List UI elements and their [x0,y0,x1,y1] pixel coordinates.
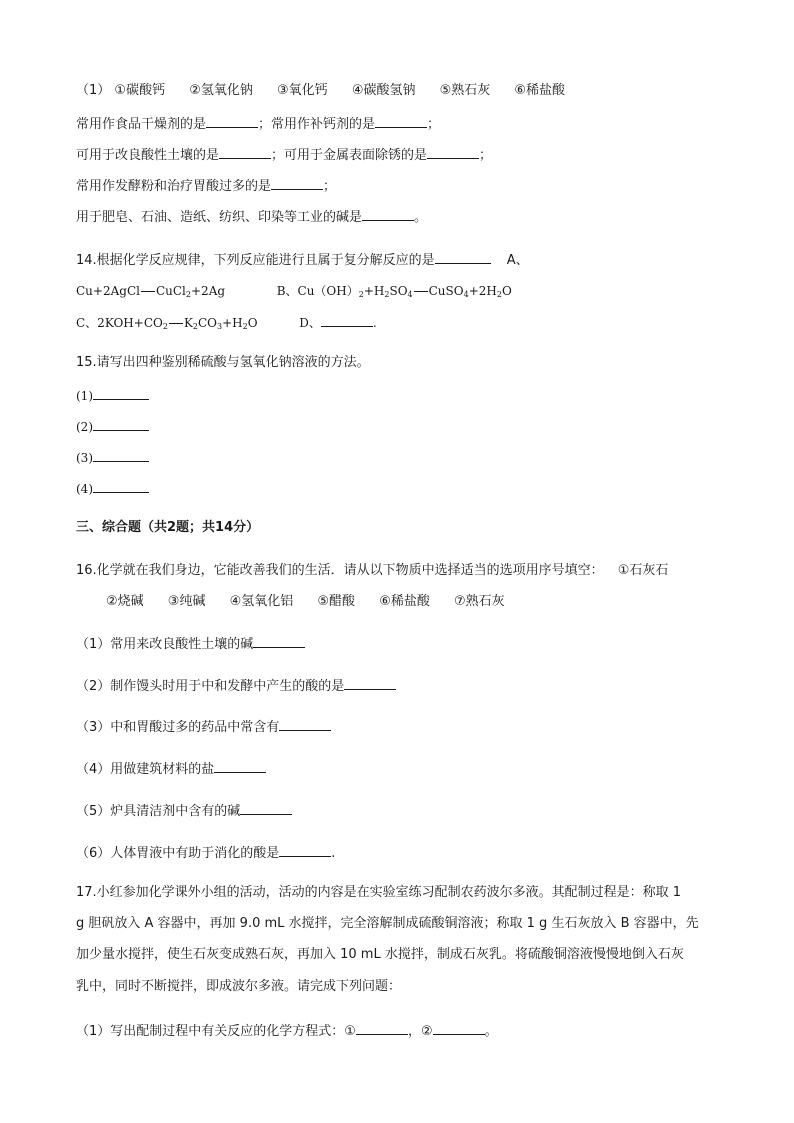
reaction-arrow-icon [169,323,183,324]
q14-c-part: CO [198,316,218,330]
q13-line-3 [76,176,336,196]
q14-stem [76,250,529,270]
q14-line-3 [76,313,377,332]
q15-item-3 [76,448,149,467]
q13-line4-end: 。 [414,210,428,225]
answer-blank[interactable] [206,114,258,128]
q17-text: 加少量水搅拌，使生石灰变成熟石灰，再加入 10 mL 水搅拌，制成石灰乳。将硫酸铜溶液慢慢地倒入石灰 [76,947,684,962]
q14-c-part: K [183,316,193,330]
answer-blank[interactable] [93,417,149,431]
q13-line2-text-a: 可用于改良酸性土壤的是 [76,148,220,163]
q16-stem-text: 16.化学就在我们身边，它能改善我们的生活．请从以下物质中选择适当的选项用序号填空： [76,563,604,578]
answer-blank[interactable] [427,145,479,159]
q16-option-1: ①石灰石 [617,563,669,578]
q17-part1-end: 。 [484,1024,498,1039]
q16-part-2 [76,676,396,696]
subscript: 4 [463,290,469,299]
q14-a-formula-left: Cu+2AgCl [76,284,140,298]
answer-blank[interactable] [375,114,427,128]
q16-part-text: （4）用做建筑材料的盐 [76,762,215,777]
q14-b-part: SO [389,284,408,298]
q16-part-1 [76,634,305,654]
section-title-text: 三、综合题（共2题；共14分） [76,520,260,535]
option-5: ⑤熟石灰 [439,83,491,98]
q13-line3-text: 常用作发酵粉和治疗胃酸过多的是 [76,179,272,194]
q16-options-line [106,593,525,611]
subscript: 2 [496,290,502,299]
q16-part-text: （1）常用来改良酸性土壤的碱 [76,637,254,652]
q16-part-text: （5）炉具清洁剂中含有的碱 [76,804,241,819]
q14-b-part: +H [363,284,385,298]
answer-blank[interactable] [356,1021,408,1035]
q13-line-2 [76,145,492,165]
q16-part-end: . [331,846,336,861]
q16-part-text: （3）中和胃酸过多的药品中常含有 [76,720,280,735]
q15-item-1 [76,386,149,405]
q14-b-part: +2H [468,284,497,298]
q15-item-2 [76,417,149,436]
answer-blank[interactable] [279,717,331,731]
answer-blank[interactable] [279,843,331,857]
subscript: 2 [358,290,364,299]
q13-line1-text-a: 常用作食品干燥剂的是 [76,117,207,132]
q17-line-1 [76,884,681,902]
answer-blank[interactable] [344,676,396,690]
q16-option-3: ③纯碱 [167,594,206,609]
q16-option-7: ⑦熟石灰 [453,594,505,609]
q16-part-3 [76,717,331,737]
q13-part-number: （1） [76,83,111,98]
q14-c-label: C、2KOH+CO [76,316,163,330]
q13-line1-text-b: ；常用作补钙剂的是 [258,117,376,132]
answer-blank[interactable] [271,176,323,190]
answer-blank[interactable] [433,1021,485,1035]
answer-blank[interactable] [93,386,149,400]
q15-item-number: (1) [76,389,93,403]
q13-options-line [76,82,585,100]
subscript: 4 [407,290,413,299]
q14-c-part: +H [222,316,243,330]
q16-part-5 [76,801,292,821]
q13-line2-text-b: ；可用于金属表面除锈的是 [271,148,428,163]
q16-option-2: ②烧碱 [106,594,144,609]
answer-blank[interactable] [240,801,292,815]
q16-option-5: ⑤醋酸 [317,594,356,609]
q16-stem [76,562,668,580]
q13-line-4 [76,207,427,227]
subscript: 2 [185,290,191,299]
q15-stem-text: 15.请写出四种鉴别稀硫酸与氢氧化钠溶液的方法。 [76,355,370,370]
q17-line-3 [76,946,684,964]
option-1: ①碳酸钙 [114,83,166,98]
q15-item-number: (2) [76,420,93,434]
q15-item-number: (4) [76,482,93,496]
q13-line4-text: 用于肥皂、石油、造纸、纺织、印染等工业的碱是 [76,210,363,225]
q13-line3-end: ； [323,179,337,194]
section-title [76,519,259,537]
q13-line2-end: ； [479,148,493,163]
answer-blank[interactable] [435,250,491,264]
subscript: 2 [192,322,198,331]
q16-part-4 [76,759,266,779]
subscript: 3 [217,322,223,331]
q17-text: g 胆矾放入 A 容器中，再加 9.0 mL 水搅拌，完全溶解制成硫酸铜溶液；称取 1 g 生石灰放入 B 容器中，先 [76,916,699,931]
q16-part-text: （6）人体胃液中有助于消化的酸是 [76,846,280,861]
q15-item-number: (3) [76,451,93,465]
q16-part-text: （2）制作馒头时用于中和发酵中产生的酸的是 [76,679,345,694]
answer-blank[interactable] [362,207,414,221]
answer-blank[interactable] [321,313,373,327]
q14-b-label: B、Cu（OH） [276,284,359,298]
answer-blank[interactable] [253,634,305,648]
q17-line-4 [76,978,401,996]
reaction-arrow-icon [414,291,428,292]
q17-part1-text: （1）写出配制过程中有关反应的化学方程式：① [76,1024,356,1039]
q14-d-end: . [372,316,377,330]
q14-line-2 [76,282,512,300]
reaction-arrow-icon [141,291,155,292]
q17-part-1 [76,1021,498,1041]
q14-a-formula-right: +2Ag [191,284,226,298]
answer-blank[interactable] [93,479,149,493]
subscript: 2 [384,290,390,299]
q15-item-4 [76,479,149,498]
q17-part1-mid: ，② [407,1024,433,1039]
q17-line-2 [76,915,699,933]
option-3: ③氧化钙 [277,83,328,98]
q17-text: 乳中，同时不断搅拌，即成波尔多液。请完成下列问题： [76,979,402,994]
answer-blank[interactable] [219,145,271,159]
option-6: ⑥稀盐酸 [514,83,566,98]
answer-blank[interactable] [93,448,149,462]
q14-b-part: CuSO [428,284,464,298]
subscript: 2 [162,322,168,331]
q14-b-part: O [501,284,512,298]
subscript: 2 [242,322,248,331]
q14-d-label: D、 [299,316,321,330]
q14-option-a-label: A、 [506,253,529,268]
q13-line1-end: ； [427,117,441,132]
q17-text: 17.小红参加化学课外小组的活动，活动的内容是在实验室练习配制农药波尔多液。其配制过程是：称取 1 [76,885,682,900]
answer-blank[interactable] [214,759,266,773]
q16-option-4: ④氢氧化铝 [229,594,294,609]
q15-stem [76,354,370,372]
q13-line-1 [76,114,440,134]
q16-option-6: ⑥稀盐酸 [379,594,430,609]
option-4: ④碳酸氢钠 [351,83,416,98]
q14-stem-text: 14.根据化学反应规律，下列反应能进行且属于复分解反应的是 [76,253,435,268]
q16-part-6 [76,843,335,863]
option-2: ②氢氧化钠 [189,83,253,98]
q14-a-formula-mid: CuCl [155,284,186,298]
q14-c-part: O [247,316,258,330]
